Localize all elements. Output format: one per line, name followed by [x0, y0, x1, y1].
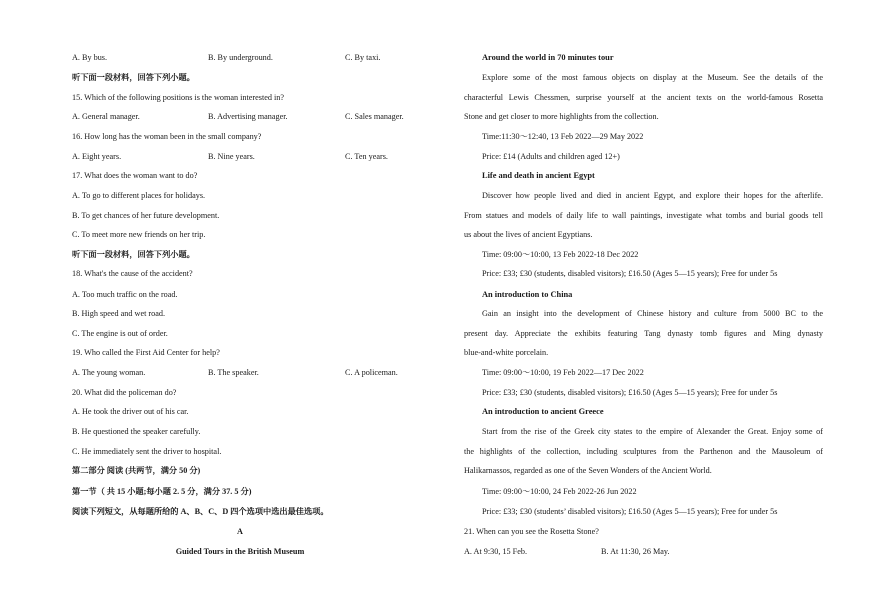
question-17: 17. What does the woman want to do?	[72, 171, 198, 180]
tour-1-desc-line: Stone and get closer to more highlights from the collection.	[464, 112, 659, 121]
option: B. Advertising manager.	[208, 112, 288, 121]
section-intro: 听下面一段材料，回答下列小题。	[72, 250, 195, 259]
tour-3-time: Time: 09:00～10:00, 19 Feb 2022—17 Dec 2022	[482, 368, 644, 377]
option: C. He immediately sent the driver to hospital.	[72, 447, 222, 456]
passage-title: Guided Tours in the British Museum	[175, 547, 305, 556]
option: B. High speed and wet road.	[72, 309, 165, 318]
option: B. He questioned the speaker carefully.	[72, 427, 201, 436]
tour-2-desc-line: From statues and models of daily life to wall paintings, investigate what tombs and burial goods tell	[464, 211, 823, 220]
option: B. Nine years.	[208, 152, 255, 161]
tour-3-title: An introduction to China	[482, 290, 573, 299]
tour-4-desc-line: the highlights of the collection, including sculptures from the Parthenon and the Mausoleum of	[464, 447, 823, 456]
option: C. By taxi.	[345, 53, 381, 62]
tour-1-title: Around the world in 70 minutes tour	[482, 53, 614, 62]
tour-1-price: Price: £14 (Adults and children aged 12+)	[482, 152, 620, 161]
tour-3-desc-line: present day. Appreciate the exhibits featuring Tang dynasty tomb figures and Ming dynasty	[464, 329, 823, 338]
question-18: 18. What's the cause of the accident?	[72, 269, 193, 278]
tour-4-desc-line: Start from the rise of the Greek city states to the empire of Alexander the Great. Enjoy some of	[482, 427, 823, 436]
question-19: 19. Who called the First Aid Center for help?	[72, 348, 220, 357]
option: A. Too much traffic on the road.	[72, 290, 178, 299]
option: B. The speaker.	[208, 368, 259, 377]
tour-2-time: Time: 09:00～10:00, 13 Feb 2022-18 Dec 2022	[482, 250, 639, 259]
tour-3-price: Price: £33; £30 (students, disabled visitors); £16.50 (Ages 5—15 years); Free for under 5s	[482, 388, 778, 397]
tour-4-desc-line: Halikarnassos, regarded as one of the Seven Wonders of the Ancient World.	[464, 466, 712, 475]
option: C. To meet more new friends on her trip.	[72, 230, 206, 239]
option: A. At 9:30, 15 Feb.	[464, 547, 528, 556]
tour-3-desc-line: Gain an insight into the development of Chinese history and culture from 5000 BC to the	[482, 309, 823, 318]
tour-4-time: Time: 09:00～10:00, 24 Feb 2022-26 Jun 2022	[482, 487, 637, 496]
option: A. Eight years.	[72, 152, 122, 161]
option: A. By bus.	[72, 53, 108, 62]
option: A. To go to different places for holidays.	[72, 191, 206, 200]
part-2-title: 第二部分 阅读 (共两节，满分 50 分)	[72, 466, 201, 475]
option: B. At 11:30, 26 May.	[601, 547, 670, 556]
section-1-title: 第一节（ 共 15 小题;每小题 2. 5 分，满分 37. 5 分)	[72, 487, 252, 496]
tour-2-price: Price: £33; £30 (students, disabled visitors); £16.50 (Ages 5—15 years); Free for under 5s	[482, 269, 778, 278]
option: A. General manager.	[72, 112, 140, 121]
tour-2-desc-line: Discover how people lived and died in ancient Egypt, and explore their hopes for the afterlife.	[482, 191, 823, 200]
option: B. To get chances of her future development.	[72, 211, 220, 220]
tour-3-desc-line: blue-and-white porcelain.	[464, 348, 549, 357]
option: C. A policeman.	[345, 368, 398, 377]
option: C. The engine is out of order.	[72, 329, 168, 338]
option: B. By underground.	[208, 53, 273, 62]
question-16: 16. How long has the woman been in the small company?	[72, 132, 262, 141]
tour-1-desc-line: Explore some of the most famous objects on display at the Museum. See the details of the	[482, 73, 823, 82]
option: A. The young woman.	[72, 368, 146, 377]
tour-2-title: Life and death in ancient Egypt	[482, 171, 595, 180]
passage-letter: A	[237, 527, 243, 536]
option: C. Ten years.	[345, 152, 388, 161]
tour-1-desc-line: characterful Lewis Chessmen, surprise yourself at the ancient texts on the world-famous Rosetta	[464, 93, 823, 102]
question-15: 15. Which of the following positions is the woman interested in?	[72, 93, 285, 102]
tour-2-desc-line: us about the lives of ancient Egyptians.	[464, 230, 593, 239]
tour-1-time: Time:11:30～12:40, 13 Feb 2022—29 May 2022	[482, 132, 644, 141]
reading-instruction: 阅读下列短文，从每题所给的 A、B、C、D 四个选项中选出最佳选项。	[72, 507, 329, 516]
option: C. Sales manager.	[345, 112, 404, 121]
section-intro: 听下面一段材料，回答下列小题。	[72, 73, 195, 82]
question-21: 21. When can you see the Rosetta Stone?	[464, 527, 599, 536]
question-20: 20. What did the policeman do?	[72, 388, 177, 397]
tour-4-title: An introduction to ancient Greece	[482, 407, 604, 416]
tour-4-price: Price: £33; £30 (students’ disabled visitors); £16.50 (Ages 5—15 years); Free for under 5s	[482, 507, 778, 516]
option: A. He took the driver out of his car.	[72, 407, 189, 416]
